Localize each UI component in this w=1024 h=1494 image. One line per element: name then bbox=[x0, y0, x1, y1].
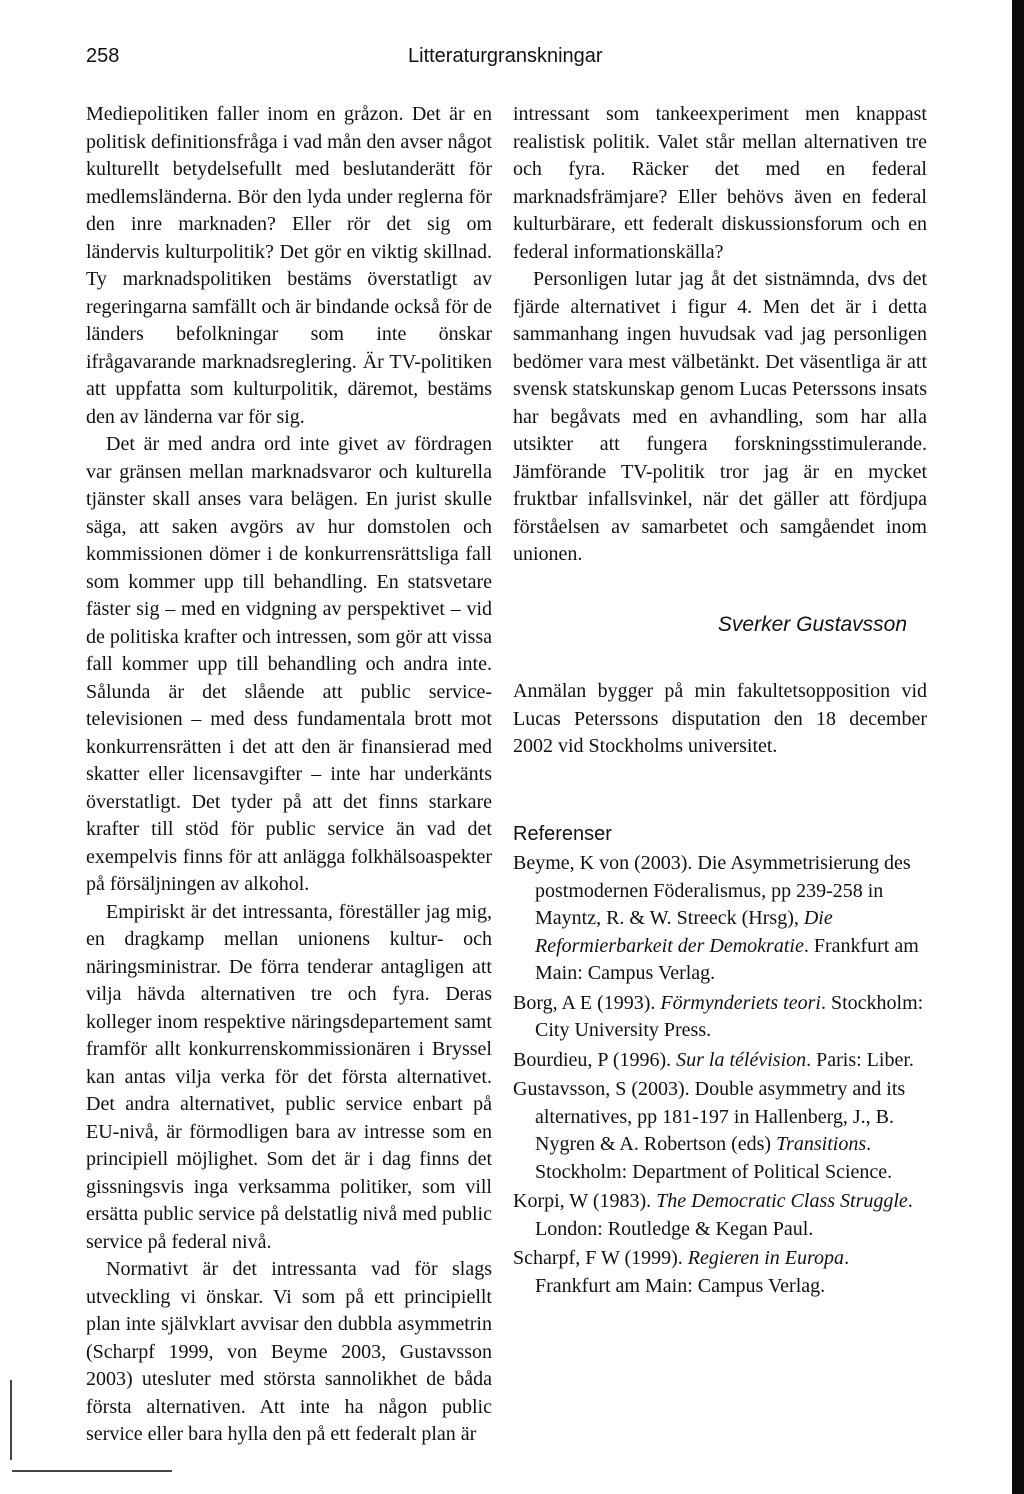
reference-item bbox=[513, 990, 927, 1045]
reference-item bbox=[513, 1076, 927, 1186]
crop-mark-horizontal bbox=[12, 1470, 172, 1472]
paragraph: Det är med andra ord inte givet av fördragen var gränsen mellan marknadsvaror och kulturella tjänster skall anses vara belägen. En jurist skulle säga, att saken avgörs av hur domstolen och kommissionen dömer i de konkurrensrättsliga fall som kommer upp till behandling. En statsvetare fäster sig – med en vidgning av perspektivet – vid de politiska krafter och intressen, som gör att vissa fall kommer upp till behandling och andra inte. Sålunda är det slående att public service-televisionen – med dess fundamentala brott mot konkurrensrätten i det att den är finansierad med skatter eller licensavgifter – inte har underkänts överstatligt. Det tyder på att det finns starkare krafter till stöd för public service än vad det exempelvis finns för att anlägga folkhälsoaspekter på försäljningen av alkohol. bbox=[86, 433, 493, 895]
crop-mark-vertical bbox=[10, 1380, 12, 1460]
right-column bbox=[513, 101, 927, 1300]
reference-title: Förmynderiets teori bbox=[660, 991, 821, 1014]
reference-title: Regieren in Europa bbox=[687, 1247, 845, 1269]
reference-text: . London: Routledge & Kegan Paul. bbox=[535, 1190, 913, 1240]
reference-text: . Frankfurt am Main: Campus Verlag. bbox=[535, 934, 919, 984]
reference-list bbox=[513, 850, 927, 1300]
paragraph: Mediepolitiken faller inom en gråzon. Det är en politisk definitionsfråga i vad mån den avser något kulturellt betydelsefullt med beslutanderätt för medlemsländerna. Bör den lyda under reglerna för den inre marknaden? Eller rör det sig om ländervis kulturpolitik? Det gör en viktig skillnad. Ty marknadspolitiken bestäms överstatligt av regeringarna samfällt och är bindande också för de länders befolkningar som inte önskar ifrågavarande marknadsreglering. Är TV-politiken att uppfatta som kulturpolitik, däremot, bestäms den av länderna var för sig. bbox=[86, 103, 493, 428]
reference-title: Die Reformierbarkeit der Demokratie bbox=[535, 907, 833, 957]
reference-text: Gustavsson, S (2003). Double asymmetry and its alternatives, pp 181-197 in Hallenberg, J., B. Nygren & A. Robertson (eds) bbox=[513, 1078, 906, 1155]
reference-title: Sur la télévision bbox=[676, 1048, 807, 1071]
author-signature: Sverker Gustavsson bbox=[717, 612, 907, 636]
reference-text: Borg, A E (1993). bbox=[513, 991, 661, 1014]
reference-title: The Democratic Class Struggle bbox=[656, 1190, 908, 1212]
reference-item bbox=[513, 1188, 927, 1243]
references-heading: Referenser bbox=[513, 822, 612, 845]
reference-text: . Stockholm: City University Press. bbox=[535, 991, 924, 1041]
scan-edge-bar bbox=[1012, 0, 1024, 1494]
left-column bbox=[86, 101, 492, 1449]
reference-text: Korpi, W (1983). bbox=[513, 1190, 657, 1212]
reference-text: . Stockholm: Department of Political Science. bbox=[535, 1133, 893, 1183]
reference-item bbox=[513, 1047, 927, 1075]
reference-text: . Frankfurt am Main: Campus Verlag. bbox=[535, 1247, 850, 1297]
running-head: Litteraturgranskningar bbox=[408, 45, 603, 67]
review-note: Anmälan bygger på min fakultetsopposition vid Lucas Peterssons disputation den 18 december 2002 vid Stockholms universitet. bbox=[513, 680, 927, 757]
reference-text: Beyme, K von (2003). Die Asymmetrisierung des postmodernen Föderalismus, pp 239-258 in Mayntz, R. & W. Streeck (Hrsg), bbox=[513, 852, 911, 929]
reference-text: Bourdieu, P (1996). bbox=[513, 1048, 677, 1071]
paragraph: intressant som tankeexperiment men knappast realistisk politik. Valet står mellan alternativen tre och fyra. Räcker det med en federal marknadsfrämjare? Eller behövs även en federal kulturbärare, ett federalt diskussionsforum och en federal informationskälla? bbox=[513, 103, 927, 263]
reference-text: . Paris: Liber. bbox=[806, 1048, 914, 1071]
reference-title: Transitions bbox=[776, 1133, 867, 1155]
reference-item bbox=[513, 1245, 927, 1300]
reference-text: Scharpf, F W (1999). bbox=[513, 1247, 688, 1269]
page-number: 258 bbox=[86, 45, 120, 67]
paragraph: Empiriskt är det intressanta, föreställer jag mig, en dragkamp mellan unionens kultur- och näringsministrar. De förra tenderar antagligen att vilja hävda alternativen tre och fyra. Deras kolleger inom respektive näringsdepartement samt framför allt konkurrenskommissionären i Bryssel kan antas vilja verka för det första alternativet. Det andra alternativet, public service enbart på EU-nivå, är förmodligen bara av intresse som en principiell möjlighet. Som det är i dag finns det gissningsvis inga verksamma politiker, som vill ersätta public service på delstatlig nivå med public service på federal nivå. bbox=[86, 900, 492, 1253]
paragraph: Normativt är det intressanta vad för slags utveckling vi önskar. Vi som på ett principiellt plan inte självklart avvisar den dubbla asymmetrin (Scharpf 1999, von Beyme 2003, Gustavsson 2003) utesluter med största sannolikhet de båda första alternativen. Att inte ha någon public service eller bara hylla den på ett federalt plan är bbox=[86, 1258, 492, 1445]
reference-item bbox=[513, 850, 927, 988]
paragraph: Personligen lutar jag åt det sistnämnda, dvs det fjärde alternativet i figur 4. Men det är i detta sammanhang ingen huvudsak vad jag personligen bedömer vara mest välbetänkt. Det väsentliga är att svensk statskunskap genom Lucas Peterssons insats har begåvats med en avhandling, som har alla utsikter att fungera forskningsstimulerande. Jämförande TV-politik tror jag är en mycket fruktbar infallsvinkel, när det gäller att fördjupa förståelsen av samarbetet och samgåendet inom unionen. bbox=[513, 268, 927, 565]
